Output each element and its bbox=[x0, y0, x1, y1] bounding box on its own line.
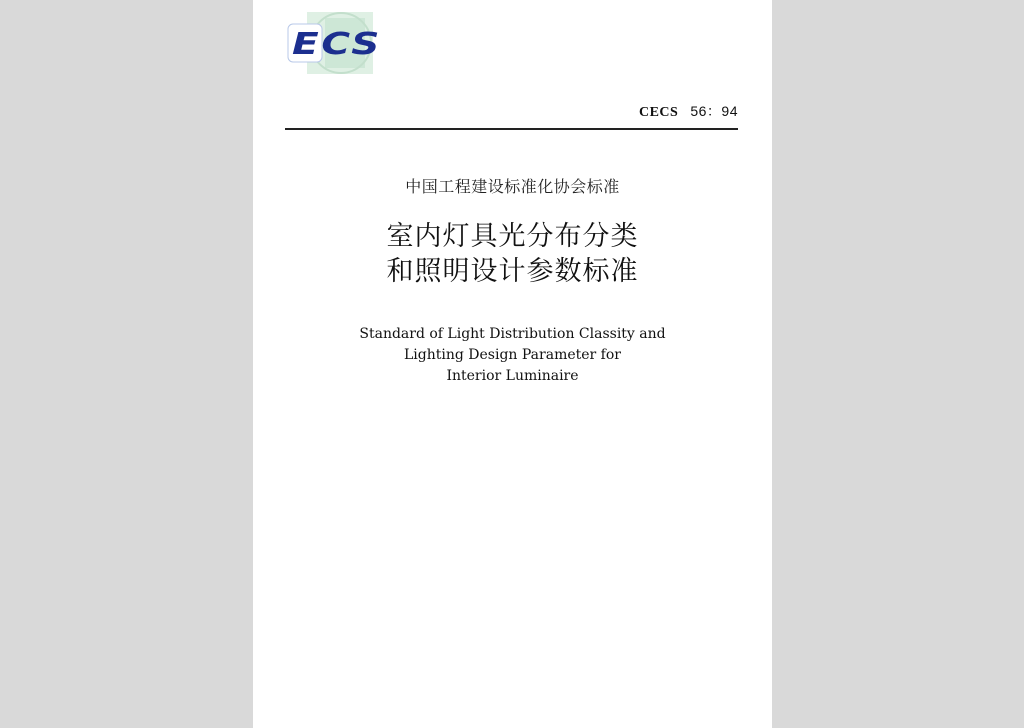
chinese-title bbox=[253, 219, 772, 289]
english-title-line-1: Standard of Light Distribution Classity and bbox=[359, 326, 666, 342]
standard-code-prefix: CECS bbox=[638, 105, 679, 120]
english-title-line-3: Interior Luminaire bbox=[446, 368, 579, 384]
association-name: 中国工程建设标准化协会标准 bbox=[405, 177, 620, 196]
ecs-logo-text: ECS bbox=[292, 27, 382, 62]
standard-code-number: 56：94 bbox=[690, 103, 738, 119]
header-rule bbox=[285, 128, 738, 130]
document-page bbox=[253, 0, 772, 728]
english-title bbox=[253, 324, 772, 387]
ecs-logo bbox=[285, 12, 387, 74]
standard-code bbox=[639, 101, 738, 121]
english-title-line-2: Lighting Design Parameter for bbox=[404, 347, 621, 363]
chinese-title-line-2: 和照明设计参数标准 bbox=[386, 256, 639, 287]
chinese-title-line-1: 室内灯具光分布分类 bbox=[386, 221, 639, 252]
